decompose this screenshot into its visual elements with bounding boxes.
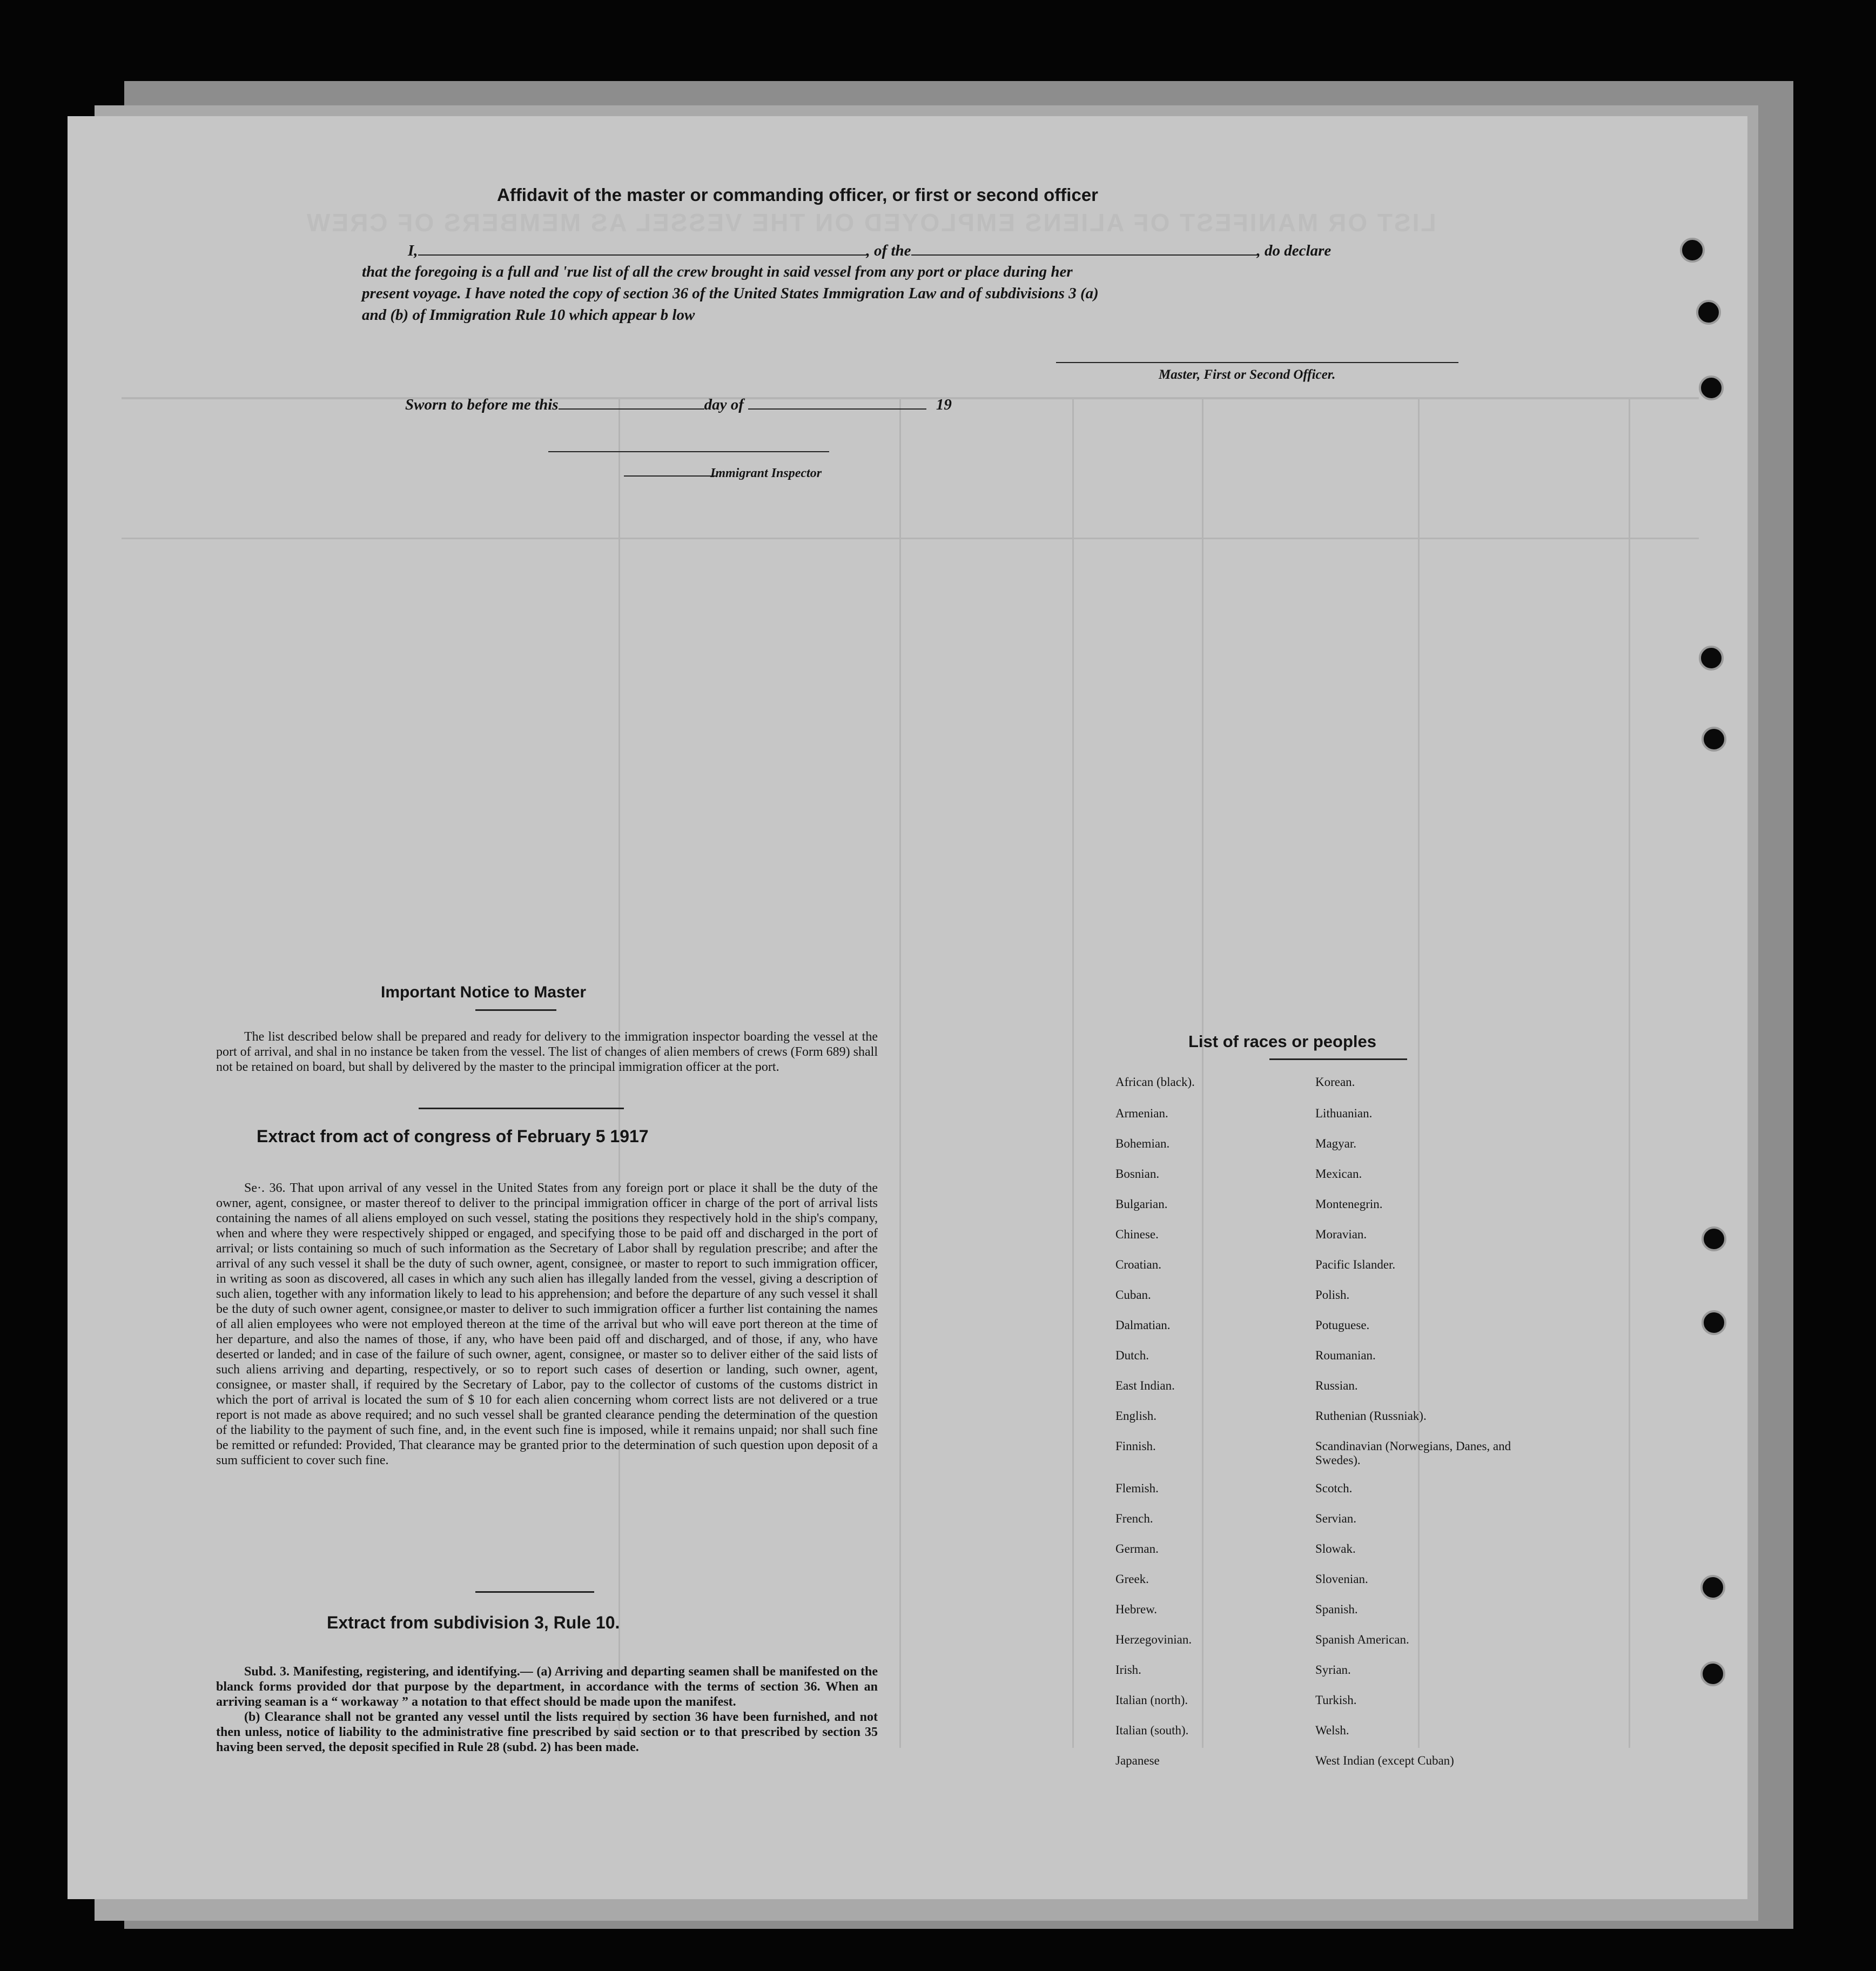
race-entry: German. xyxy=(1115,1542,1159,1556)
binder-hole xyxy=(1700,1575,1725,1600)
binder-hole xyxy=(1702,1226,1726,1251)
race-entry: Japanese xyxy=(1115,1754,1160,1767)
affidavit-line-3: present voyage. I have noted the copy of section 36 of the United States Immigration Law and of subdivisions 3 (a) xyxy=(362,285,1099,302)
race-entry: African (black). xyxy=(1115,1075,1195,1089)
race-entry: Irish. xyxy=(1115,1663,1141,1677)
bleed-grid-line xyxy=(1418,397,1420,1748)
race-entry: Herzegovinian. xyxy=(1115,1633,1192,1646)
race-entry: Scandinavian (Norwegians, Danes, and Swedes). xyxy=(1315,1439,1511,1467)
race-entry: Italian (north). xyxy=(1115,1693,1188,1707)
sworn-month-blank[interactable] xyxy=(748,394,926,410)
race-entry: Bosnian. xyxy=(1115,1167,1160,1181)
race-entry: English. xyxy=(1115,1409,1157,1423)
master-signature-label: Master, First or Second Officer. xyxy=(1159,367,1336,382)
races-rule xyxy=(1269,1058,1407,1060)
notice-paragraph: The list described below shall be prepared and ready for delivery to the immigration inspector boarding the vessel at the port of arrival, and shal in no instance be taken from the vessel. The list of changes of alien members of crews (Form 689) shall not be retained on board, but shall by delivered by the master to the principal immigration officer at the port. xyxy=(216,1030,878,1074)
races-title: List of races or peoples xyxy=(1188,1032,1376,1051)
bleed-grid-line xyxy=(899,397,901,1748)
binder-hole xyxy=(1702,1310,1726,1335)
race-entry: Finnish. xyxy=(1115,1439,1156,1453)
race-entry: Syrian. xyxy=(1315,1663,1351,1677)
affidavit-of-the-label: , of the xyxy=(866,242,911,259)
race-entry: Moravian. xyxy=(1315,1228,1367,1241)
binder-hole xyxy=(1702,727,1726,752)
race-entry: Russian. xyxy=(1315,1379,1358,1392)
race-entry: Chinese. xyxy=(1115,1228,1159,1241)
notice-text xyxy=(216,1029,878,1075)
bleed-grid-line xyxy=(1629,397,1630,1748)
race-entry: Bulgarian. xyxy=(1115,1197,1168,1211)
day-of-label: day of xyxy=(704,396,744,413)
race-entry: Servian. xyxy=(1315,1512,1357,1525)
inspector-signature-line[interactable] xyxy=(548,451,829,452)
race-entry: Roumanian. xyxy=(1315,1349,1376,1362)
act-extract-text xyxy=(216,1181,878,1468)
sworn-line xyxy=(405,394,952,414)
affidavit-line-2: that the foregoing is a full and 'rue list of all the crew brought in said vessel from any port or place during her xyxy=(362,263,1073,280)
race-entry: Korean. xyxy=(1315,1075,1355,1089)
race-entry: Bohemian. xyxy=(1115,1137,1170,1150)
race-entry: Dalmatian. xyxy=(1115,1318,1171,1332)
section-divider xyxy=(475,1591,594,1593)
binder-hole xyxy=(1699,376,1724,400)
binder-hole xyxy=(1700,1661,1725,1686)
section-divider xyxy=(419,1108,624,1109)
binder-hole xyxy=(1696,300,1721,325)
race-entry: Slovenian. xyxy=(1315,1572,1368,1586)
inspector-short-line xyxy=(624,475,716,477)
binder-hole xyxy=(1680,238,1705,263)
race-entry: Slowak. xyxy=(1315,1542,1356,1556)
race-entry: Magyar. xyxy=(1315,1137,1357,1150)
bleed-through-header: LIST OR MANIFEST OF ALIENS EMPLOYED ON THE VESSEL AS MEMBERS OF CREW xyxy=(305,209,1436,237)
rule-para-a: Subd. 3. Manifesting, registering, and identifying.— (a) Arriving and departing seamen shall be manifested on the blanck forms provided dor that purpose by the department, in accordance with the terms of section 36. When an arriving seaman is a “ workaway ” a notation to that effect should be made upon the manifest. xyxy=(216,1665,878,1709)
race-entry: Montenegrin. xyxy=(1315,1197,1383,1211)
race-entry: Welsh. xyxy=(1315,1724,1349,1737)
race-entry: Croatian. xyxy=(1115,1258,1161,1271)
race-entry: Dutch. xyxy=(1115,1349,1149,1362)
race-entry: Spanish. xyxy=(1315,1603,1358,1616)
race-entry: Italian (south). xyxy=(1115,1724,1189,1737)
bleed-grid-line xyxy=(122,538,1699,539)
affidavit-declare-label: , do declare xyxy=(1256,242,1332,259)
rule-extract-title: Extract from subdivision 3, Rule 10. xyxy=(327,1613,620,1632)
race-entry: West Indian (except Cuban) xyxy=(1315,1754,1454,1767)
bleed-grid-line xyxy=(1202,397,1203,1748)
race-entry: Potuguese. xyxy=(1315,1318,1370,1332)
name-blank[interactable] xyxy=(418,240,866,256)
race-entry: Ruthenian (Russniak). xyxy=(1315,1409,1427,1423)
affidavit-i-label: I, xyxy=(408,242,418,259)
race-entry: Spanish American. xyxy=(1315,1633,1409,1646)
race-entry: Hebrew. xyxy=(1115,1603,1158,1616)
year-prefix-label: 19 xyxy=(936,396,952,413)
affidavit-line-4: and (b) of Immigration Rule 10 which appear b low xyxy=(362,306,695,324)
race-entry: Greek. xyxy=(1115,1572,1149,1586)
race-entry: French. xyxy=(1115,1512,1153,1525)
race-entry: East Indian. xyxy=(1115,1379,1175,1392)
act-extract-title: Extract from act of congress of February 5 1917 xyxy=(257,1127,649,1146)
race-entry: Mexican. xyxy=(1315,1167,1362,1181)
inspector-label: Immigrant Inspector xyxy=(710,466,822,480)
master-signature-line[interactable] xyxy=(1056,362,1458,363)
section-36-paragraph: Se·. 36. That upon arrival of any vessel in the United States from any foreign port or place it shall be the duty of the owner, agent, consignee, or master thereof to deliver to the principal immigration officer in charge of the port of arrival lists containing the names of all aliens employed on such vessel, stating the positions they respectively hold in the ship's company, when and where they were respectively shipped or engaged, and specifying those to be paid off and discharged in the port of arrival; or lists containing so much of such information as the Secretary of Labor shall by regulation prescribe; and after the arrival of any such vessel it shall be the duty of such owner, agent, consignee, or master to report to such immigration officer, in writing as soon as discovered, all cases in which any such alien has illegally landed from the vessel, giving a description of such alien, together with any information likely to lead to his apprehension; and before the departure of any such vessel it shall be the duty of such owner agent, consignee,or master to deliver to such immigration officer a further list containing the names of all alien employees who were not employed thereon at the time of the arrival but who will eave port thereon at the time of her departure, and also the names of those, if any, who have been paid off and discharged, and of those, if any, who have deserted or landed; and in case of the failure of such owner, agent, consignee, or master so to deliver either of the said lists of such aliens arriving and departing, respectively, or so to report such cases of desertion or landing, such owner, agent, consignee, or master shall, if required by the Secretary of Labor, pay to the collector of customs of the customs district in which the port of arrival is located the sum of $ 10 for each alien concerning whom correct lists are not delivered or a true report is not made as above required; and no such vessel shall be granted clearance pending the determination of the question of the liability to the payment of such fine, and, in the event such fine is imposed, while it remains unpaid; nor shall such fine be remitted or refunded: Provided, That clearance may be granted prior to the determination of such question upon deposit of a sum sufficient to cover such fine. xyxy=(216,1181,878,1467)
notice-rule xyxy=(475,1009,556,1011)
binder-hole xyxy=(1699,646,1724,671)
race-entry: Scotch. xyxy=(1315,1481,1353,1495)
race-entry: Cuban. xyxy=(1115,1288,1151,1302)
bleed-grid-line xyxy=(1072,397,1074,1748)
sworn-label: Sworn to before me this xyxy=(405,396,559,413)
form-page xyxy=(68,116,1747,1899)
race-entry: Flemish. xyxy=(1115,1481,1159,1495)
notice-title: Important Notice to Master xyxy=(381,983,587,1001)
rule-para-b: (b) Clearance shall not be granted any vessel until the lists required by section 36 have been furnished, and not then unless, notice of liability to the administrative fine prescribed by said section or to that prescribed by section 35 having been served, the deposit specified in Rule 28 (subd. 2) has been made. xyxy=(216,1710,878,1754)
race-entry: Turkish. xyxy=(1315,1693,1357,1707)
race-entry: Pacific Islander. xyxy=(1315,1258,1396,1271)
race-entry: Armenian. xyxy=(1115,1107,1168,1120)
race-entry: Lithuanian. xyxy=(1315,1107,1373,1120)
sworn-day-blank[interactable] xyxy=(559,394,704,410)
race-entry: Polish. xyxy=(1315,1288,1350,1302)
vessel-blank[interactable] xyxy=(911,240,1257,256)
rule-extract-text xyxy=(216,1664,878,1755)
affidavit-line-1 xyxy=(408,240,1331,260)
affidavit-title: Affidavit of the master or commanding officer, or first or second officer xyxy=(497,185,1099,205)
